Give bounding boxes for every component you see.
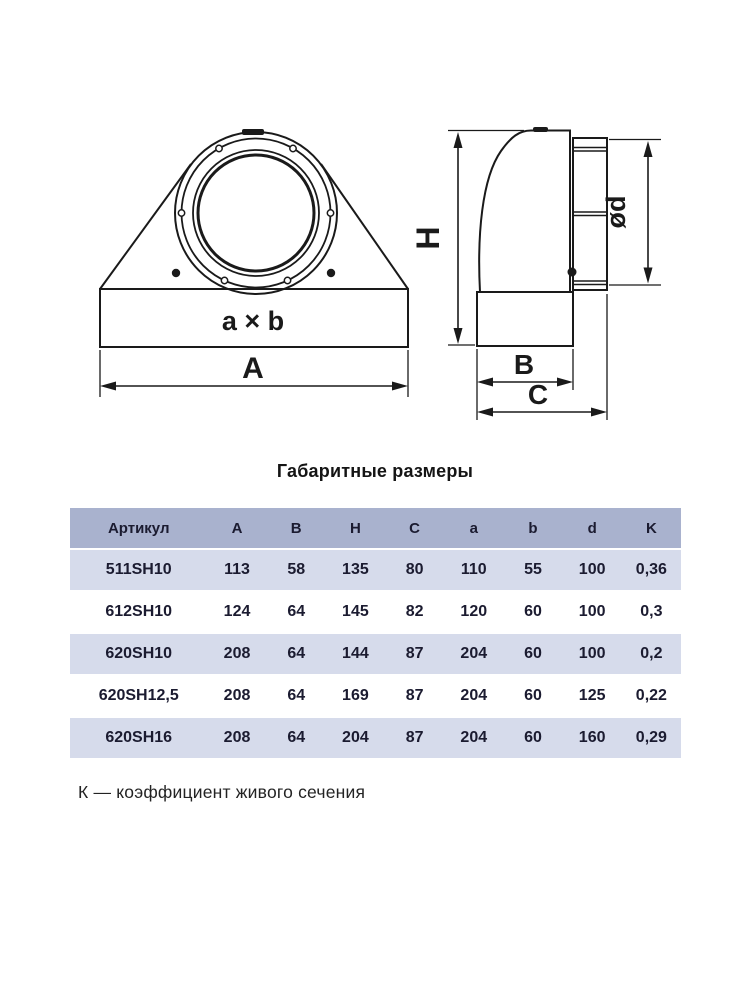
- duct-opening: [198, 155, 314, 271]
- cell-article: 620SH12,5: [70, 676, 207, 716]
- cell-article: 620SH10: [70, 634, 207, 674]
- arrowhead: [644, 268, 653, 284]
- dimensions-table: [70, 506, 681, 760]
- col-header-b: b: [503, 508, 562, 548]
- col-header-H: H: [326, 508, 385, 548]
- col-header-a: a: [444, 508, 503, 548]
- side-top-tab: [533, 127, 548, 132]
- dim-A-label: A: [242, 352, 264, 385]
- cell-article: 612SH10: [70, 592, 207, 632]
- table-row: 612SH10 124 64 145 82 120 60 100 0,3: [70, 592, 681, 632]
- arrowhead: [454, 132, 463, 148]
- k-coefficient-note: К — коэффициент живого сечения: [78, 782, 366, 802]
- side-flange-rect: [477, 292, 573, 346]
- arrowhead: [477, 408, 493, 417]
- table-row: 620SH10 208 64 144 87 204 60 100 0,2: [70, 634, 681, 674]
- dim-d-label: ød: [601, 195, 631, 229]
- col-header-B: B: [267, 508, 326, 548]
- col-header-d: d: [563, 508, 622, 548]
- cell-article: 511SH10: [70, 550, 207, 590]
- arrowhead: [557, 378, 573, 387]
- table-row: 511SH10 113 58 135 80 110 55 100 0,36: [70, 550, 681, 590]
- col-header-A: A: [207, 508, 266, 548]
- dim-H-label: H: [410, 226, 446, 250]
- arrowhead: [644, 141, 653, 157]
- table-row: 620SH12,5 208 64 169 87 204 60 125 0,22: [70, 676, 681, 716]
- table-row: 620SH16 208 64 204 87 204 60 160 0,29: [70, 718, 681, 758]
- col-header-K: K: [622, 508, 681, 548]
- screw-hole-right: [327, 269, 335, 277]
- side-view-drawing: [410, 127, 661, 420]
- col-header-C: C: [385, 508, 444, 548]
- cell-article: 620SH16: [70, 718, 207, 758]
- dim-B-label: B: [513, 349, 535, 380]
- arrowhead: [100, 382, 116, 391]
- elbow-body: [479, 131, 570, 293]
- arrowhead: [591, 408, 607, 417]
- joint-screw: [568, 268, 577, 277]
- arrowhead: [477, 378, 493, 387]
- dim-A: [100, 350, 408, 397]
- flange-size-label: a × b: [221, 306, 285, 336]
- top-tab: [242, 129, 264, 135]
- arrowhead: [454, 328, 463, 344]
- front-view-drawing: [100, 129, 408, 397]
- dim-d: [601, 140, 661, 286]
- technical-drawings: [0, 0, 750, 445]
- table-title: Габаритные размеры: [276, 461, 474, 481]
- col-header-article: Артикул: [70, 508, 207, 548]
- table-header-row: [70, 508, 681, 548]
- dim-C-label: C: [527, 379, 549, 410]
- screw-hole-left: [172, 269, 180, 277]
- arrowhead: [392, 382, 408, 391]
